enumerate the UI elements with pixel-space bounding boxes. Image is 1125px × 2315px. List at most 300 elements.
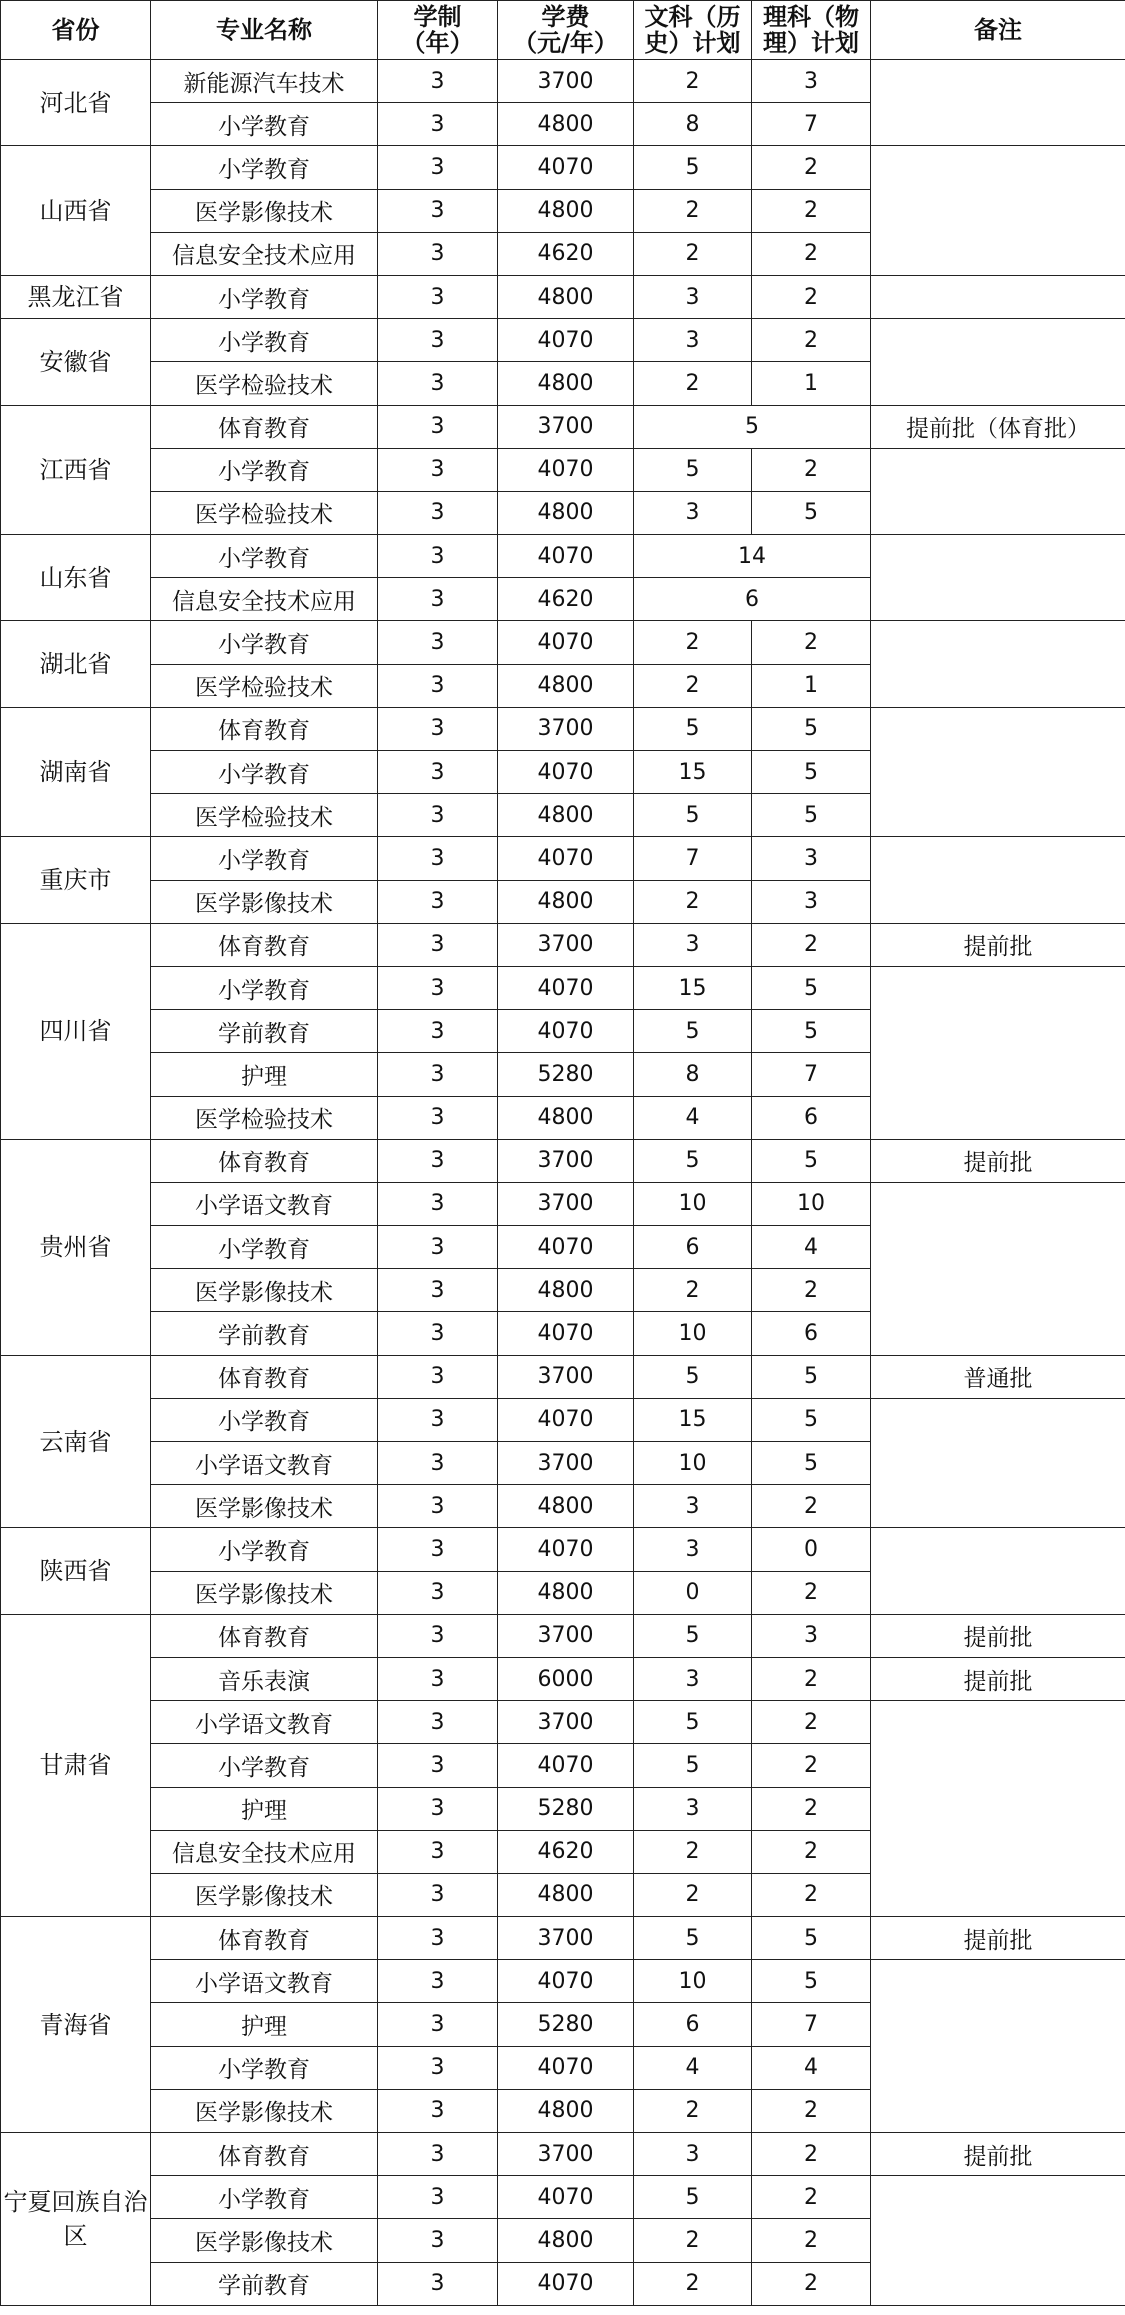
table-row [1, 621, 1125, 664]
science-plan-cell: 2 [752, 1269, 871, 1312]
major-cell: 小学教育 [151, 1528, 378, 1571]
table-row [1, 1614, 1125, 1657]
table-row [1, 448, 1125, 491]
major-cell: 体育教育 [151, 923, 378, 966]
fee-cell: 6000 [498, 1657, 634, 1700]
fee-cell: 4070 [498, 1226, 634, 1269]
years-cell: 3 [378, 1917, 498, 1960]
fee-cell: 4070 [498, 1528, 634, 1571]
table-row [1, 2176, 1125, 2219]
arts-plan-cell: 3 [634, 2133, 752, 2176]
major-cell: 信息安全技术应用 [151, 1830, 378, 1873]
arts-plan-cell: 2 [634, 1830, 752, 1873]
science-plan-cell: 2 [752, 189, 871, 232]
science-plan-cell: 0 [752, 1528, 871, 1571]
fee-cell: 3700 [498, 1139, 634, 1182]
note-cell [871, 837, 1125, 923]
fee-cell: 4070 [498, 1312, 634, 1355]
major-cell: 音乐表演 [151, 1657, 378, 1700]
note-cell [871, 621, 1125, 707]
arts-plan-cell: 5 [634, 1614, 752, 1657]
major-cell: 体育教育 [151, 707, 378, 750]
science-plan-cell: 2 [752, 2219, 871, 2262]
major-cell: 医学影像技术 [151, 1485, 378, 1528]
note-cell [871, 146, 1125, 276]
years-cell: 3 [378, 923, 498, 966]
combined-plan-cell: 14 [634, 535, 871, 578]
arts-plan-cell: 15 [634, 966, 752, 1009]
arts-plan-cell: 5 [634, 1744, 752, 1787]
arts-plan-cell: 7 [634, 837, 752, 880]
years-cell: 3 [378, 2003, 498, 2046]
arts-plan-cell: 6 [634, 1226, 752, 1269]
note-cell: 普通批 [871, 1355, 1125, 1398]
science-plan-cell: 5 [752, 1010, 871, 1053]
arts-plan-cell: 2 [634, 189, 752, 232]
note-cell: 提前批 [871, 2133, 1125, 2176]
science-plan-cell: 4 [752, 2046, 871, 2089]
arts-plan-cell: 3 [634, 1485, 752, 1528]
table-row [1, 1657, 1125, 1700]
major-cell: 小学教育 [151, 146, 378, 189]
table-row [1, 1917, 1125, 1960]
table-row [1, 60, 1125, 103]
arts-plan-cell: 3 [634, 1657, 752, 1700]
fee-cell: 4800 [498, 189, 634, 232]
header-fee [498, 1, 634, 60]
years-cell: 3 [378, 1960, 498, 2003]
science-plan-cell: 5 [752, 966, 871, 1009]
fee-cell: 4070 [498, 2176, 634, 2219]
years-cell: 3 [378, 2046, 498, 2089]
note-cell [871, 448, 1125, 534]
province-cell: 湖北省 [1, 621, 151, 707]
arts-plan-cell: 3 [634, 275, 752, 318]
years-cell: 3 [378, 1614, 498, 1657]
arts-plan-cell: 3 [634, 923, 752, 966]
years-cell: 3 [378, 232, 498, 275]
arts-plan-cell: 10 [634, 1182, 752, 1225]
years-cell: 3 [378, 1355, 498, 1398]
major-cell: 小学教育 [151, 837, 378, 880]
years-cell: 3 [378, 1442, 498, 1485]
header-years-line1: 学制 [413, 3, 462, 31]
arts-plan-cell: 5 [634, 1139, 752, 1182]
arts-plan-cell: 5 [634, 707, 752, 750]
years-cell: 3 [378, 1571, 498, 1614]
fee-cell: 4070 [498, 1398, 634, 1441]
note-cell [871, 1182, 1125, 1355]
science-plan-cell: 7 [752, 1053, 871, 1096]
arts-plan-cell: 5 [634, 2176, 752, 2219]
major-cell: 小学教育 [151, 2176, 378, 2219]
arts-plan-cell: 10 [634, 1960, 752, 2003]
science-plan-cell: 2 [752, 2262, 871, 2305]
science-plan-cell: 2 [752, 1657, 871, 1700]
fee-cell: 4800 [498, 880, 634, 923]
major-cell: 体育教育 [151, 1614, 378, 1657]
years-cell: 3 [378, 664, 498, 707]
major-cell: 医学影像技术 [151, 1269, 378, 1312]
major-cell: 医学影像技术 [151, 2089, 378, 2132]
science-plan-cell: 6 [752, 1312, 871, 1355]
years-cell: 3 [378, 60, 498, 103]
science-plan-cell: 2 [752, 1830, 871, 1873]
science-plan-cell: 5 [752, 794, 871, 837]
fee-cell: 3700 [498, 1701, 634, 1744]
note-cell: 提前批 [871, 1614, 1125, 1657]
years-cell: 3 [378, 405, 498, 448]
major-cell: 小学教育 [151, 103, 378, 146]
arts-plan-cell: 2 [634, 232, 752, 275]
fee-cell: 4800 [498, 1269, 634, 1312]
table-row [1, 1960, 1125, 2003]
table-row [1, 707, 1125, 750]
fee-cell: 4070 [498, 837, 634, 880]
science-plan-cell: 2 [752, 621, 871, 664]
fee-cell: 3700 [498, 2133, 634, 2176]
arts-plan-cell: 2 [634, 1873, 752, 1916]
years-cell: 3 [378, 362, 498, 405]
note-cell [871, 966, 1125, 1139]
table-row [1, 1139, 1125, 1182]
fee-cell: 5280 [498, 1787, 634, 1830]
science-plan-cell: 4 [752, 1226, 871, 1269]
arts-plan-cell: 10 [634, 1442, 752, 1485]
arts-plan-cell: 5 [634, 146, 752, 189]
table-row [1, 535, 1125, 578]
note-cell: 提前批 [871, 1917, 1125, 1960]
arts-plan-cell: 2 [634, 2262, 752, 2305]
fee-cell: 4800 [498, 1873, 634, 1916]
major-cell: 小学教育 [151, 535, 378, 578]
years-cell: 3 [378, 837, 498, 880]
science-plan-cell: 2 [752, 1873, 871, 1916]
header-fee-line1: 学费 [541, 3, 590, 31]
arts-plan-cell: 5 [634, 448, 752, 491]
years-cell: 3 [378, 1787, 498, 1830]
table-row [1, 1182, 1125, 1225]
province-cell: 山东省 [1, 535, 151, 621]
years-cell: 3 [378, 1226, 498, 1269]
table-body [1, 60, 1125, 2306]
major-cell: 护理 [151, 1787, 378, 1830]
note-cell [871, 60, 1125, 146]
science-plan-cell: 2 [752, 1744, 871, 1787]
table-row [1, 1528, 1125, 1571]
major-cell: 体育教育 [151, 1917, 378, 1960]
fee-cell: 4070 [498, 146, 634, 189]
province-cell: 贵州省 [1, 1139, 151, 1355]
science-plan-cell: 7 [752, 103, 871, 146]
major-cell: 小学教育 [151, 319, 378, 362]
province-cell: 江西省 [1, 405, 151, 535]
fee-cell: 4620 [498, 1830, 634, 1873]
province-cell: 青海省 [1, 1917, 151, 2133]
fee-cell: 4800 [498, 1571, 634, 1614]
major-cell: 学前教育 [151, 1010, 378, 1053]
fee-cell: 5280 [498, 2003, 634, 2046]
arts-plan-cell: 2 [634, 362, 752, 405]
header-note: 备注 [871, 1, 1125, 60]
science-plan-cell: 10 [752, 1182, 871, 1225]
header-years-line2: （年） [401, 29, 474, 57]
years-cell: 3 [378, 621, 498, 664]
years-cell: 3 [378, 2089, 498, 2132]
combined-plan-cell: 5 [634, 405, 871, 448]
note-cell [871, 1398, 1125, 1528]
fee-cell: 3700 [498, 1614, 634, 1657]
table-row [1, 966, 1125, 1009]
fee-cell: 4800 [498, 275, 634, 318]
science-plan-cell: 2 [752, 146, 871, 189]
arts-plan-cell: 4 [634, 1096, 752, 1139]
major-cell: 医学影像技术 [151, 880, 378, 923]
arts-plan-cell: 5 [634, 1917, 752, 1960]
years-cell: 3 [378, 189, 498, 232]
table-row [1, 319, 1125, 362]
major-cell: 医学检验技术 [151, 794, 378, 837]
science-plan-cell: 3 [752, 60, 871, 103]
science-plan-cell: 2 [752, 232, 871, 275]
years-cell: 3 [378, 1053, 498, 1096]
header-province: 省份 [1, 1, 151, 60]
fee-cell: 4620 [498, 232, 634, 275]
years-cell: 3 [378, 1139, 498, 1182]
science-plan-cell: 2 [752, 319, 871, 362]
arts-plan-cell: 2 [634, 664, 752, 707]
arts-plan-cell: 2 [634, 60, 752, 103]
science-plan-cell: 3 [752, 837, 871, 880]
major-cell: 小学教育 [151, 966, 378, 1009]
major-cell: 医学影像技术 [151, 1571, 378, 1614]
arts-plan-cell: 3 [634, 1787, 752, 1830]
table-row [1, 837, 1125, 880]
major-cell: 医学检验技术 [151, 491, 378, 534]
science-plan-cell: 3 [752, 1614, 871, 1657]
arts-plan-cell: 8 [634, 1053, 752, 1096]
years-cell: 3 [378, 794, 498, 837]
province-cell: 云南省 [1, 1355, 151, 1528]
arts-plan-cell: 3 [634, 491, 752, 534]
years-cell: 3 [378, 1398, 498, 1441]
years-cell: 3 [378, 1485, 498, 1528]
header-arts-plan [634, 1, 752, 60]
science-plan-cell: 5 [752, 1139, 871, 1182]
fee-cell: 4800 [498, 664, 634, 707]
note-cell: 提前批 [871, 1657, 1125, 1700]
science-plan-cell: 2 [752, 1485, 871, 1528]
years-cell: 3 [378, 491, 498, 534]
header-science-plan [752, 1, 871, 60]
arts-plan-cell: 5 [634, 1701, 752, 1744]
major-cell: 新能源汽车技术 [151, 60, 378, 103]
header-fee-line2: （元/年） [513, 29, 618, 57]
fee-cell: 3700 [498, 1182, 634, 1225]
years-cell: 3 [378, 2262, 498, 2305]
years-cell: 3 [378, 966, 498, 1009]
science-plan-cell: 5 [752, 751, 871, 794]
science-plan-cell: 2 [752, 2133, 871, 2176]
fee-cell: 3700 [498, 1917, 634, 1960]
fee-cell: 4070 [498, 621, 634, 664]
major-cell: 体育教育 [151, 2133, 378, 2176]
science-plan-cell: 2 [752, 1701, 871, 1744]
note-cell [871, 319, 1125, 405]
major-cell: 小学教育 [151, 1226, 378, 1269]
years-cell: 3 [378, 319, 498, 362]
arts-plan-cell: 15 [634, 751, 752, 794]
science-plan-cell: 5 [752, 1355, 871, 1398]
science-plan-cell: 2 [752, 1787, 871, 1830]
major-cell: 医学影像技术 [151, 1873, 378, 1916]
major-cell: 小学教育 [151, 621, 378, 664]
header-sci-line1: 理科（物 [763, 3, 859, 31]
major-cell: 医学检验技术 [151, 664, 378, 707]
header-row [1, 1, 1125, 60]
province-cell: 河北省 [1, 60, 151, 146]
fee-cell: 4070 [498, 751, 634, 794]
major-cell: 护理 [151, 2003, 378, 2046]
fee-cell: 3700 [498, 1442, 634, 1485]
arts-plan-cell: 10 [634, 1312, 752, 1355]
years-cell: 3 [378, 1312, 498, 1355]
arts-plan-cell: 2 [634, 1269, 752, 1312]
science-plan-cell: 5 [752, 491, 871, 534]
science-plan-cell: 5 [752, 1398, 871, 1441]
major-cell: 医学检验技术 [151, 1096, 378, 1139]
years-cell: 3 [378, 1528, 498, 1571]
arts-plan-cell: 2 [634, 2219, 752, 2262]
major-cell: 医学影像技术 [151, 189, 378, 232]
note-cell: 提前批 [871, 923, 1125, 966]
arts-plan-cell: 8 [634, 103, 752, 146]
province-cell: 黑龙江省 [1, 275, 151, 318]
years-cell: 3 [378, 535, 498, 578]
province-cell: 重庆市 [1, 837, 151, 923]
major-cell: 小学教育 [151, 1398, 378, 1441]
major-cell: 医学检验技术 [151, 362, 378, 405]
fee-cell: 4800 [498, 103, 634, 146]
province-cell: 安徽省 [1, 319, 151, 405]
fee-cell: 3700 [498, 923, 634, 966]
arts-plan-cell: 15 [634, 1398, 752, 1441]
major-cell: 小学语文教育 [151, 1182, 378, 1225]
fee-cell: 4800 [498, 794, 634, 837]
arts-plan-cell: 3 [634, 1528, 752, 1571]
note-cell [871, 1960, 1125, 2133]
years-cell: 3 [378, 103, 498, 146]
header-years [378, 1, 498, 60]
science-plan-cell: 5 [752, 1960, 871, 2003]
header-major: 专业名称 [151, 1, 378, 60]
arts-plan-cell: 4 [634, 2046, 752, 2089]
table-row [1, 1355, 1125, 1398]
fee-cell: 4070 [498, 1010, 634, 1053]
years-cell: 3 [378, 1010, 498, 1053]
arts-plan-cell: 6 [634, 2003, 752, 2046]
science-plan-cell: 2 [752, 448, 871, 491]
province-cell: 陕西省 [1, 1528, 151, 1614]
science-plan-cell: 6 [752, 1096, 871, 1139]
major-cell: 信息安全技术应用 [151, 232, 378, 275]
note-cell [871, 707, 1125, 837]
arts-plan-cell: 3 [634, 319, 752, 362]
arts-plan-cell: 5 [634, 794, 752, 837]
note-cell: 提前批 [871, 1139, 1125, 1182]
science-plan-cell: 1 [752, 664, 871, 707]
major-cell: 体育教育 [151, 1139, 378, 1182]
major-cell: 护理 [151, 1053, 378, 1096]
combined-plan-cell: 6 [634, 578, 871, 621]
fee-cell: 4620 [498, 578, 634, 621]
science-plan-cell: 5 [752, 1442, 871, 1485]
years-cell: 3 [378, 448, 498, 491]
table-row [1, 1701, 1125, 1744]
years-cell: 3 [378, 707, 498, 750]
table-row [1, 1398, 1125, 1441]
fee-cell: 4070 [498, 448, 634, 491]
major-cell: 小学语文教育 [151, 1701, 378, 1744]
major-cell: 体育教育 [151, 405, 378, 448]
table-row [1, 146, 1125, 189]
science-plan-cell: 5 [752, 707, 871, 750]
science-plan-cell: 3 [752, 880, 871, 923]
fee-cell: 4070 [498, 966, 634, 1009]
years-cell: 3 [378, 275, 498, 318]
header-arts-line2: 史）计划 [644, 29, 741, 57]
note-cell [871, 275, 1125, 318]
years-cell: 3 [378, 1182, 498, 1225]
fee-cell: 4800 [498, 1096, 634, 1139]
years-cell: 3 [378, 2219, 498, 2262]
fee-cell: 3700 [498, 707, 634, 750]
header-arts-line1: 文科（历 [644, 3, 741, 31]
fee-cell: 4070 [498, 1960, 634, 2003]
major-cell: 学前教育 [151, 2262, 378, 2305]
table-row [1, 405, 1125, 448]
fee-cell: 4800 [498, 362, 634, 405]
major-cell: 小学语文教育 [151, 1442, 378, 1485]
years-cell: 3 [378, 1657, 498, 1700]
note-cell [871, 535, 1125, 621]
province-cell: 湖南省 [1, 707, 151, 837]
science-plan-cell: 2 [752, 923, 871, 966]
years-cell: 3 [378, 1096, 498, 1139]
major-cell: 医学影像技术 [151, 2219, 378, 2262]
years-cell: 3 [378, 880, 498, 923]
science-plan-cell: 5 [752, 1917, 871, 1960]
note-cell [871, 1701, 1125, 1917]
years-cell: 3 [378, 2176, 498, 2219]
major-cell: 体育教育 [151, 1355, 378, 1398]
science-plan-cell: 2 [752, 2176, 871, 2219]
years-cell: 3 [378, 1744, 498, 1787]
years-cell: 3 [378, 1701, 498, 1744]
fee-cell: 5280 [498, 1053, 634, 1096]
major-cell: 小学教育 [151, 275, 378, 318]
years-cell: 3 [378, 1873, 498, 1916]
years-cell: 3 [378, 751, 498, 794]
years-cell: 3 [378, 2133, 498, 2176]
arts-plan-cell: 5 [634, 1355, 752, 1398]
arts-plan-cell: 2 [634, 880, 752, 923]
arts-plan-cell: 2 [634, 621, 752, 664]
fee-cell: 4070 [498, 319, 634, 362]
table-row [1, 923, 1125, 966]
major-cell: 小学教育 [151, 751, 378, 794]
arts-plan-cell: 2 [634, 2089, 752, 2132]
